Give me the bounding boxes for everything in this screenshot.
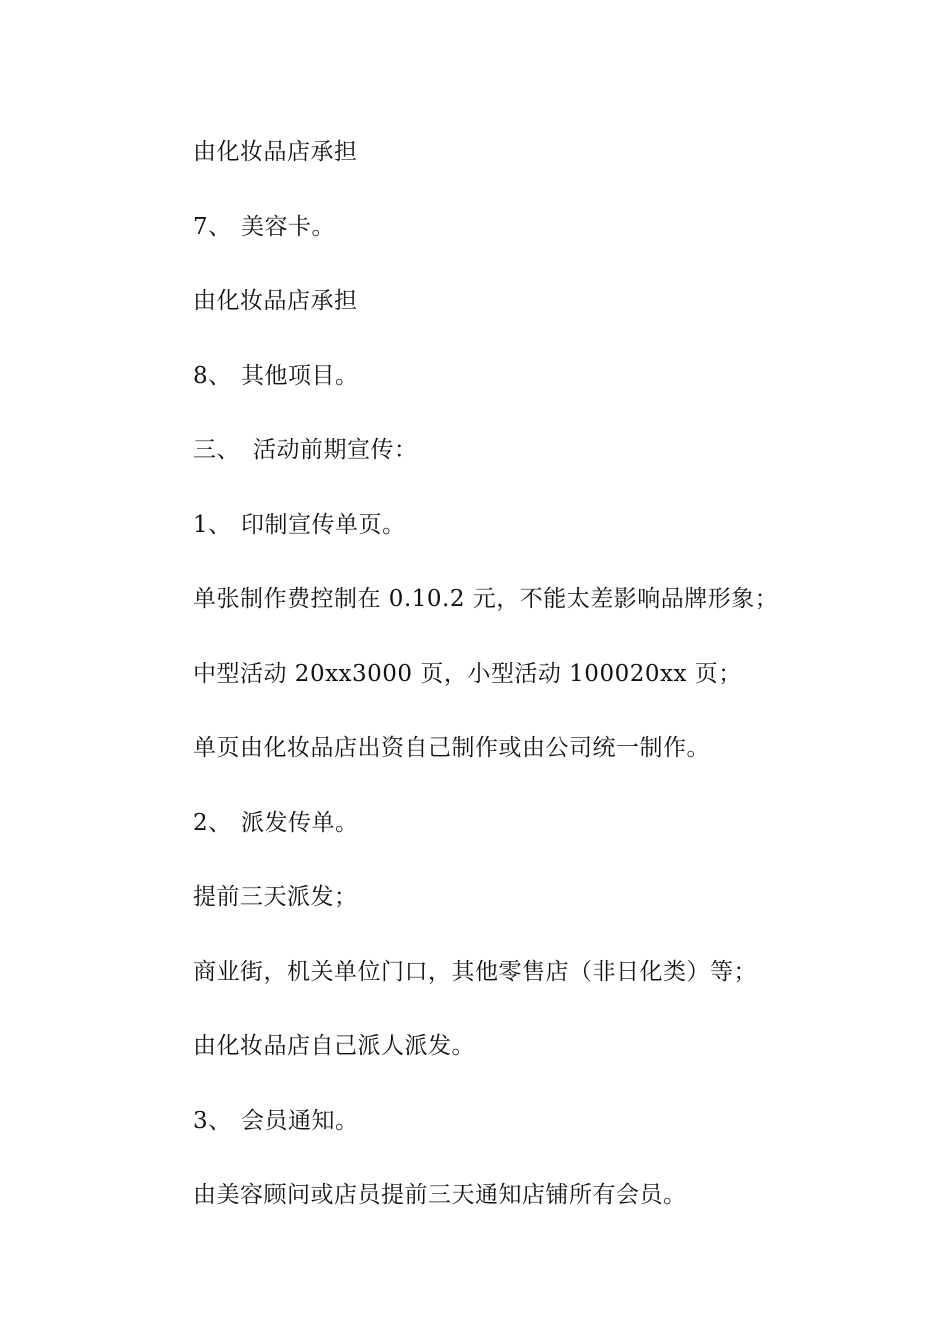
line-text: 提前三天派发； bbox=[193, 884, 358, 910]
list-item-heading bbox=[193, 212, 335, 242]
paragraph-line bbox=[193, 1180, 687, 1210]
paragraph-line bbox=[193, 137, 358, 167]
item-number: 3、 bbox=[193, 1108, 232, 1134]
line-text: 单张制作费控制在 0.10.2 元，不能太差影响品牌形象； bbox=[193, 586, 779, 612]
line-text: 会员通知。 bbox=[241, 1108, 359, 1134]
line-text: 由化妆品店承担 bbox=[193, 139, 358, 165]
list-item-heading bbox=[193, 808, 359, 838]
paragraph-line bbox=[193, 584, 778, 614]
line-text: 印制宣传单页。 bbox=[241, 512, 406, 538]
list-item-heading bbox=[193, 510, 406, 540]
line-text: 由化妆品店自己派人派发。 bbox=[193, 1033, 475, 1059]
paragraph-line bbox=[193, 659, 742, 689]
line-text: 美容卡。 bbox=[241, 214, 335, 240]
paragraph-line bbox=[193, 1031, 475, 1061]
line-text: 派发传单。 bbox=[241, 810, 359, 836]
paragraph-line bbox=[193, 882, 358, 912]
list-item-heading bbox=[193, 1106, 359, 1136]
item-number: 7、 bbox=[193, 214, 232, 240]
paragraph-line bbox=[193, 733, 710, 763]
section-heading bbox=[193, 435, 418, 465]
line-text: 中型活动 20xx3000 页，小型活动 100020xx 页； bbox=[193, 661, 742, 687]
list-item-heading bbox=[193, 361, 359, 391]
item-number: 1、 bbox=[193, 512, 232, 538]
line-text: 商业街，机关单位门口，其他零售店（非日化类）等； bbox=[193, 959, 757, 985]
paragraph-line bbox=[193, 957, 757, 987]
item-number: 2、 bbox=[193, 810, 232, 836]
paragraph-line bbox=[193, 286, 358, 316]
line-text: 其他项目。 bbox=[241, 363, 359, 389]
section-number: 三、 bbox=[193, 437, 240, 463]
item-number: 8、 bbox=[193, 363, 232, 389]
line-text: 由美容顾问或店员提前三天通知店铺所有会员。 bbox=[193, 1182, 687, 1208]
line-text: 由化妆品店承担 bbox=[193, 288, 358, 314]
line-text: 活动前期宣传： bbox=[253, 437, 418, 463]
line-text: 单页由化妆品店出资自己制作或由公司统一制作。 bbox=[193, 735, 710, 761]
